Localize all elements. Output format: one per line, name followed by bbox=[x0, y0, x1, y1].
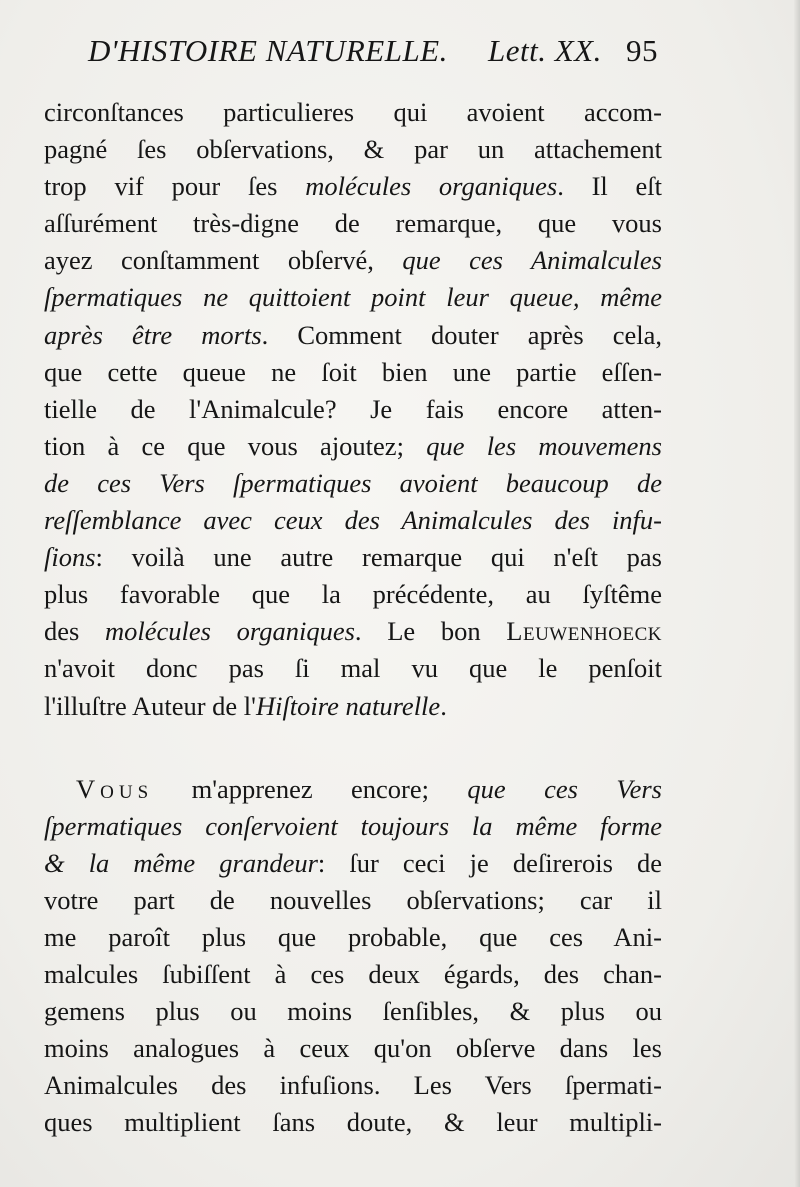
text-line: ſpermatiques conſervoient toujours la même forme bbox=[44, 810, 662, 841]
text-line: tielle de l'Animalcule? Je fais encore atten- bbox=[44, 393, 662, 424]
letter-reference: Lett. XX. bbox=[488, 33, 602, 68]
running-title: D'HISTOIRE NATURELLE. bbox=[88, 33, 448, 68]
paragraph-gap bbox=[44, 725, 662, 771]
text-line: tion à ce que vous ajoutez; que les mouvemens bbox=[44, 430, 662, 461]
text-line: ques multiplient ſans doute, & leur multipli- bbox=[44, 1107, 662, 1138]
text-line: l'illuſtre Auteur de l'Hiſtoire naturelle. bbox=[44, 690, 447, 721]
text-line: ſions: voilà une autre remarque qui n'eſt pas bbox=[44, 542, 662, 573]
text-line: que cette queue ne ſoit bien une partie eſſen- bbox=[44, 356, 662, 387]
text-line: aſſurément très-digne de remarque, que vous bbox=[44, 208, 662, 239]
body-text bbox=[44, 94, 662, 1142]
running-header bbox=[88, 33, 668, 73]
text-line: de ces Vers ſpermatiques avoient beaucoup de bbox=[44, 467, 662, 498]
text-line: malcules ſubiſſent à ces deux égards, des chan- bbox=[44, 959, 662, 990]
text-line: après être morts. Comment douter après cela, bbox=[44, 319, 662, 350]
author-name: Leuwenhoeck bbox=[506, 616, 662, 647]
text-line: plus favorable que la précédente, au ſyſtême bbox=[44, 579, 662, 610]
text-line: reſſemblance avec ceux des Animalcules des infu- bbox=[44, 505, 662, 536]
text-line: ayez conſtamment obſervé, que ces Animalcules bbox=[44, 245, 662, 276]
text-line: Vous m'apprenez encore; que ces Vers bbox=[76, 773, 662, 804]
text-line: & la même grandeur: ſur ceci je deſirerois de bbox=[44, 847, 662, 878]
text-line: Animalcules des infuſions. Les Vers ſpermati- bbox=[44, 1070, 662, 1101]
text-line: me paroît plus que probable, que ces Ani- bbox=[44, 921, 662, 952]
text-line: circonſtances particulieres qui avoient accom- bbox=[44, 97, 662, 127]
text-line: votre part de nouvelles obſervations; car il bbox=[44, 884, 662, 915]
text-line: pagné ſes obſervations, & par un attachement bbox=[44, 134, 662, 165]
text-line: moins analogues à ceux qu'on obſerve dans les bbox=[44, 1033, 662, 1064]
text-line: trop vif pour ſes molécules organiques. Il eſt bbox=[44, 171, 663, 202]
text-line: n'avoit donc pas ſi mal vu que le penſoit bbox=[44, 653, 662, 684]
text-line: des molécules organiques. Le bon Leuwenhoeck bbox=[44, 616, 662, 647]
text-line: gemens plus ou moins ſenſibles, & plus ou bbox=[44, 996, 662, 1027]
text-line: ſpermatiques ne quittoient point leur queue, même bbox=[44, 282, 662, 313]
page-edge bbox=[794, 0, 800, 1187]
page-number: 95 bbox=[626, 33, 658, 68]
